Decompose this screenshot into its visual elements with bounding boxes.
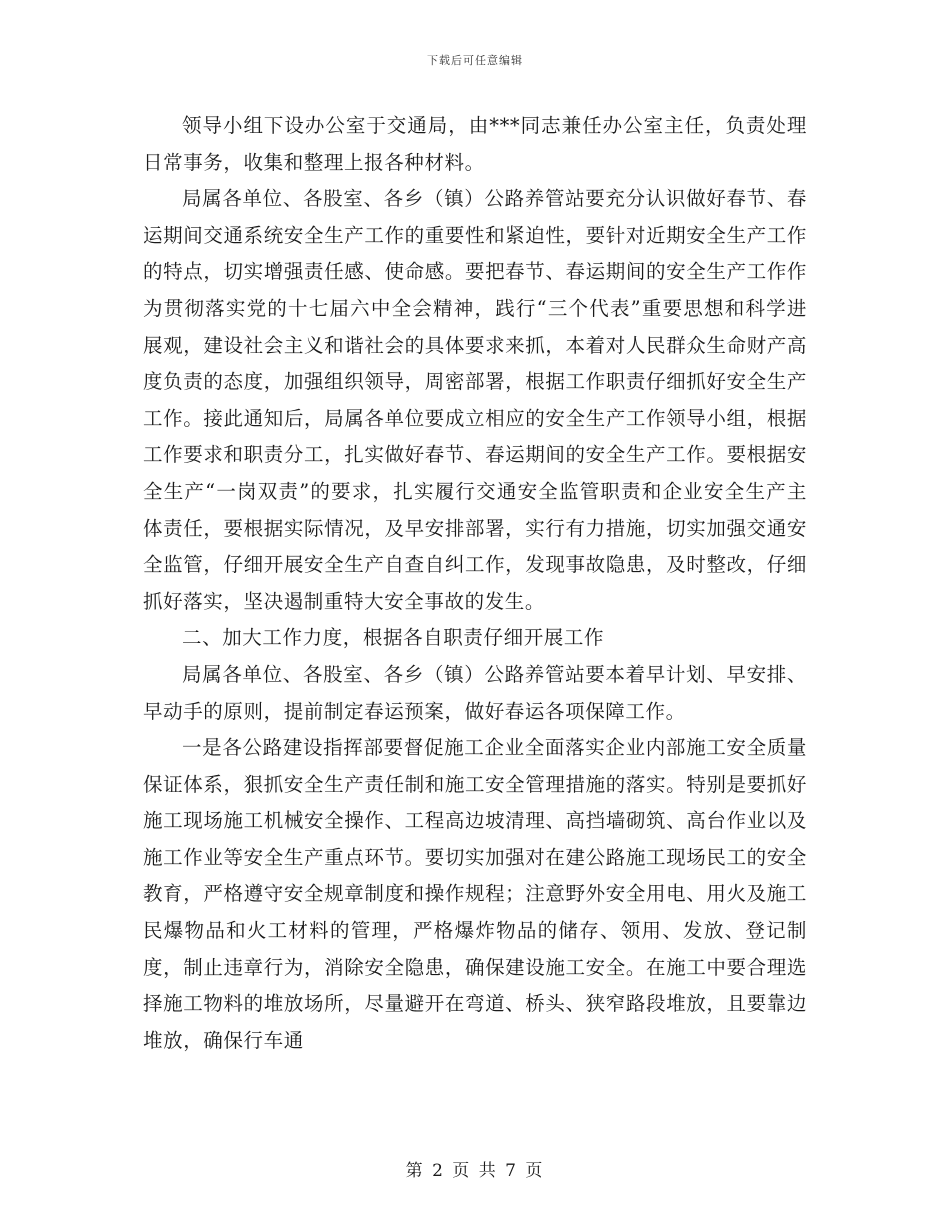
paragraph-early-planning: 局属各单位、各股室、各乡（镇）公路养管站要本着早计划、早安排、早动手的原则，提前制定春运预案，做好春运各项保障工作。 (143, 662, 807, 723)
paragraph-office-setup: 领导小组下设办公室于交通局，由***同志兼任办公室主任，负责处理日常事务，收集和整理上报各种材料。 (143, 114, 807, 174)
page-header-note: 下载后可任意编辑 (427, 54, 523, 67)
section-heading-two: 二、加大工作力度，根据各自职责仔细开展工作 (182, 626, 605, 650)
document-body (143, 108, 807, 1059)
paragraph-safety-responsibility: 局属各单位、各股室、各乡（镇）公路养管站要充分认识做好春节、春运期间交通系统安全生产工作的重要性和紧迫性，要针对近期安全生产工作的特点，切实增强责任感、使命感。要把春节、春运期间的安全生产工作作为贯彻落实党的十七届六中全会精神，践行“三个代表”重要思想和科学进展观，建设社会主义和谐社会的具体要求来抓，本着对人民群众生命财产高度负责的态度，加强组织领导，周密部署，根据工作职责仔细抓好安全生产工作。接此通知后，局属各单位要成立相应的安全生产工作领导小组，根据工作要求和职责分工，扎实做好春节、春运期间的安全生产工作。要根据安全生产“一岗双责”的要求，扎实履行交通安全监管职责和企业安全生产主体责任，要根据实际情况，及早安排部署，实行有力措施，切实加强交通安全监管，仔细开展安全生产自查自纠工作，发现事故隐患，及时整改，仔细抓好落实，坚决遏制重特大安全事故的发生。 (143, 187, 807, 613)
page-number-footer: 第 2 页 共 7 页 (405, 1161, 545, 1181)
paragraph-construction-safety: 一是各公路建设指挥部要督促施工企业全面落实企业内部施工安全质量保证体系，狠抓安全生产责任制和施工安全管理措施的落实。特别是要抓好施工现场施工机械安全操作、工程高边坡清理、高挡墙砌筑、高台作业以及施工作业等安全生产重点环节。要切实加强对在建公路施工现场民工的安全教育，严格遵守安全规章制度和操作规程；注意野外安全用电、用火及施工民爆物品和火工材料的管理，严格爆炸物品的储存、领用、发放、登记制度，制止违章行为，消除安全隐患，确保建设施工安全。在施工中要合理选择施工物料的堆放场所，尽量避开在弯道、桥头、狭窄路段堆放，且要靠边堆放，确保行车通 (143, 736, 807, 1052)
